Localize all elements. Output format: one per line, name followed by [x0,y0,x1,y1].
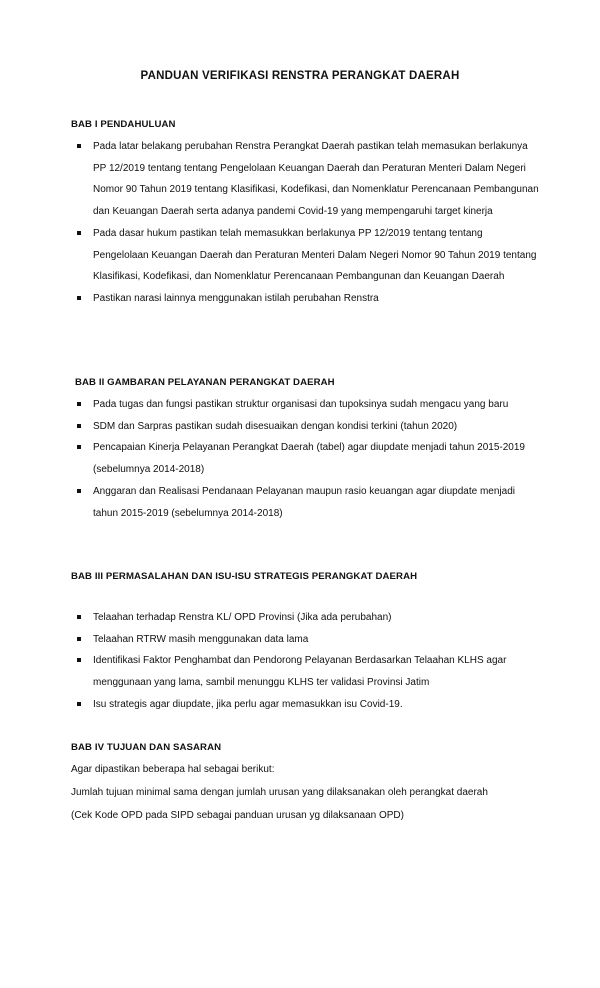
list-item-text: Pastikan narasi lainnya menggunakan istilah perubahan Renstra [93,292,379,304]
bab4-note-line: (Cek Kode OPD pada SIPD sebagai panduan urusan yg dilaksanaan OPD) [71,810,404,821]
list-item-text: Pada latar belakang perubahan Renstra Perangkat Daerah pastikan telah memasukan berlakunya PP 12/2019 tentang tentang Pengelolaan Keuangan Daerah dan Peraturan Menteri Dalam Negeri Nomor 90 Tahun 2019 tentang Klasifikasi, Kodefikasi, dan Nomenklatur Perencanaan Pembangunan dan Keuangan Daerah serta adanya pandemi Covid-19 yang mempengaruhi target kinerja [93,141,539,218]
list-item [77,223,539,288]
list-item [77,288,539,310]
list-item-text: Telaahan terhadap Renstra KL/ OPD Provinsi (Jika ada perubahan) [93,612,392,623]
list-item [77,650,539,693]
document-title: PANDUAN VERIFIKASI RENSTRA PERANGKAT DAERAH [140,70,460,82]
list-item-text: Pencapaian Kinerja Pelayanan Perangkat Daerah (tabel) agar diupdate menjadi tahun 2015-2019 (sebelumnya 2014-2018) [93,442,525,476]
list-item-text: Isu strategis agar diupdate, jika perlu agar memasukkan isu Covid-19. [93,698,403,710]
bullet-square-icon [77,445,81,449]
bullet-square-icon [77,424,81,428]
list-item-text: Pada tugas dan fungsi pastikan struktur organisasi dan tupoksinya sudah mengacu yang baru [93,399,509,410]
list-item [77,607,539,629]
section-heading-bab4: BAB IV TUJUAN DAN SASARAN [71,742,222,753]
section-heading-bab2: BAB II GAMBARAN PELAYANAN PERANGKAT DAERAH [75,377,335,388]
list-item [77,481,539,524]
bab1-bullet-list [77,136,539,310]
bullet-square-icon [77,637,81,641]
list-item [77,437,539,480]
list-item-text: Anggaran dan Realisasi Pendanaan Pelayanan maupun rasio keuangan agar diupdate menjadi tahun 2015-2019 (sebelumnya 2014-2018) [93,485,515,519]
list-item-text: Telaahan RTRW masih menggunakan data lama [93,633,309,645]
list-item-text: SDM dan Sarpras pastikan sudah disesuaikan dengan kondisi terkini (tahun 2020) [93,420,458,432]
section-heading-bab3: BAB III PERMASALAHAN DAN ISU-ISU STRATEGIS PERANGKAT DAERAH [71,571,418,582]
bullet-square-icon [77,658,81,662]
bullet-square-icon [77,231,81,235]
bullet-square-icon [77,402,81,406]
bullet-square-icon [77,296,81,300]
bab3-bullet-list [77,607,539,716]
bullet-square-icon [77,144,81,148]
list-item [77,416,539,438]
bullet-square-icon [77,702,81,706]
list-item-text: Identifikasi Faktor Penghambat dan Pendorong Pelayanan Berdasarkan Telaahan KLHS agar menggunaan yang lama, sambil menunggu KLHS ter validasi Provinsi Jatim [93,655,507,689]
list-item [77,629,539,651]
bab2-bullet-list [77,394,539,524]
bullet-square-icon [77,615,81,619]
list-item-text: Pada dasar hukum pastikan telah memasukkan berlakunya PP 12/2019 tentang tentang Pengelolaan Keuangan Daerah dan Peraturan Menteri Dalam Negeri Nomor 90 Tahun 2019 tentang Klasifikasi, Kodefikasi, dan Nomenklatur Perencanaan Pembangunan dan Keuangan Daerah [93,227,537,283]
bullet-square-icon [77,489,81,493]
section-heading-bab1: BAB I PENDAHULUAN [71,119,176,130]
list-item [77,136,539,223]
bab4-body-line: Jumlah tujuan minimal sama dengan jumlah urusan yang dilaksanakan oleh perangkat daerah [71,787,488,798]
list-item [77,394,539,416]
bab4-intro-line: Agar dipastikan beberapa hal sebagai berikut: [71,764,275,775]
list-item [77,694,539,716]
